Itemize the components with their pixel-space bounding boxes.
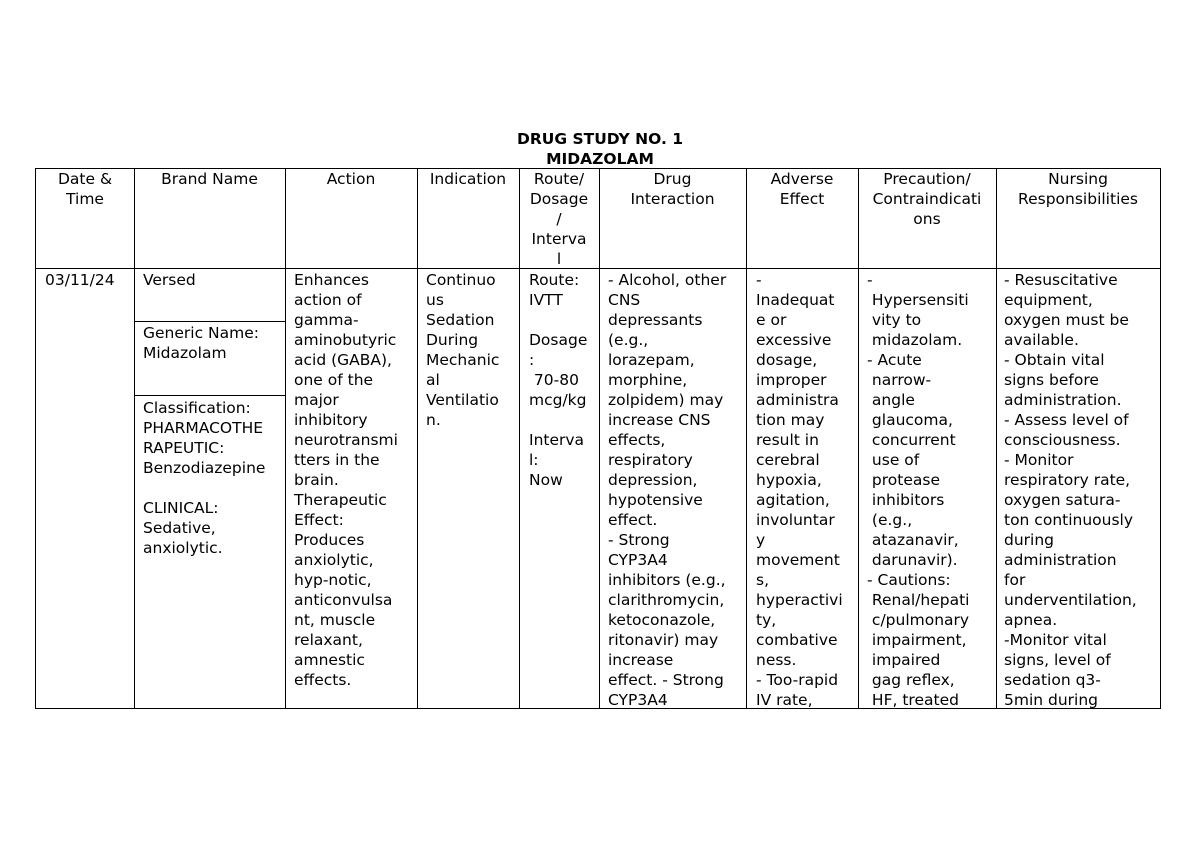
header-drug-interaction: Drug Interaction [630, 170, 715, 208]
cell-generic-name: Generic Name: Midazolam [143, 324, 259, 362]
cell-brand-name: Versed [143, 271, 196, 289]
cell-precaution: - Hypersensiti vity to midazolam. - Acute narrow- angle glaucoma, concurrent use of protease inhibitors (e.g., atazanavir, darunavir). - Cautions: Renal/hepati c/pulmonary impairment, impaired gag reflex, HF, treated [867, 271, 970, 709]
column-border [858, 168, 859, 709]
column-border [996, 168, 997, 709]
title-line-1: DRUG STUDY NO. 1 [516, 130, 684, 148]
header-brand-name: Brand Name [161, 170, 258, 188]
column-border [599, 168, 600, 709]
header-route-dosage-interval: Route/ Dosage / Interva l [529, 170, 589, 268]
header-indication: Indication [429, 170, 507, 188]
cell-indication: Continuo us Sedation During Mechanic al Ventilatio n. [426, 271, 500, 429]
cell-adverse-effect: - Inadequat e or excessive dosage, improper administra tion may result in cerebral hypoxia, agitation, involuntar y movement s, hyperactivi ty, combative ness. - Too-rapid IV rate, [756, 271, 843, 709]
cell-route-dosage-interval: Route: IVTT Dosage : 70-80 mcg/kg Interva l: Now [529, 271, 588, 489]
cell-nursing: - Resuscitative equipment, oxygen must be available. - Obtain vital signs before administration. - Assess level of consciousness. - Monitor respiratory rate, oxygen satura- ton continuously during administration for underventilation, apnea. -Monitor vital signs, level of sedation q3- 5min during [1004, 271, 1137, 709]
table-bottom-border [35, 708, 1161, 709]
column-border [417, 168, 418, 709]
header-action: Action [326, 170, 376, 188]
header-adverse-effect: Adverse Effect [770, 170, 834, 208]
column-border [285, 168, 286, 709]
header-nursing: Nursing Responsibilities [1018, 170, 1138, 208]
cell-action: Enhances action of gamma- aminobutyric acid (GABA), one of the major inhibitory neurotransmi tters in the brain. Therapeutic Effect: Produces anxiolytic, hyp-notic, anticonvulsa nt, muscle relaxant, amnestic effects. [294, 271, 398, 689]
header-date-time: Date & Time [57, 170, 113, 208]
title-line-2: MIDAZOLAM [546, 150, 654, 168]
brand-generic-divider [134, 321, 285, 322]
column-border [746, 168, 747, 709]
column-border [35, 168, 36, 709]
header-precaution: Precaution/ Contraindicati ons [872, 170, 982, 228]
cell-date: 03/11/24 [45, 271, 115, 289]
cell-classification: Classification: PHARMACOTHE RAPEUTIC: Benzodiazepine CLINICAL: Sedative, anxiolytic. [143, 399, 266, 557]
column-border [134, 168, 135, 709]
generic-classification-divider [134, 395, 285, 396]
column-border [1160, 168, 1161, 709]
cell-drug-interaction: - Alcohol, other CNS depressants (e.g., lorazepam, morphine, zolpidem) may increase CNS effects, respiratory depression, hypotensive effect. - Strong CYP3A4 inhibitors (e.g., clarithromycin, ketoconazole, ritonavir) may increase effect. - Strong CYP3A4 [608, 271, 727, 709]
